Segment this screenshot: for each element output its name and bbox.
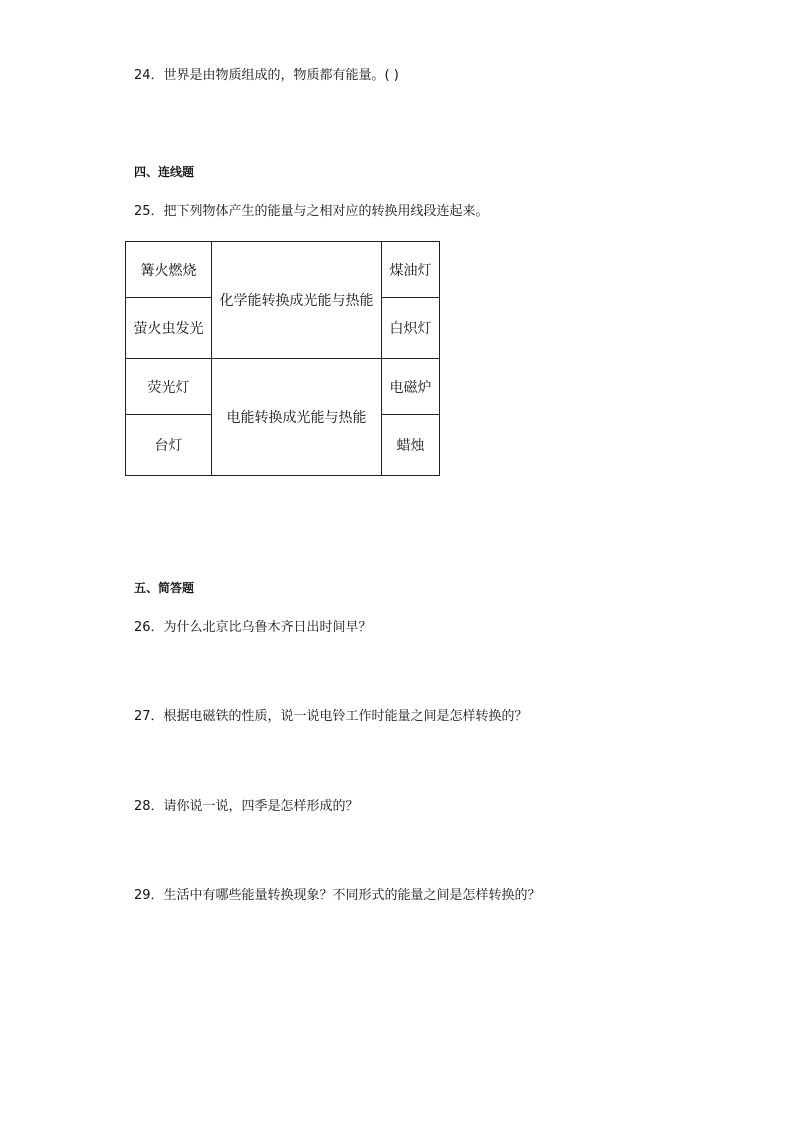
left-item-4: 台灯 — [126, 415, 212, 476]
left-item-1: 篝火燃烧 — [126, 242, 212, 298]
question-28: 28．请你说一说，四季是怎样形成的？ — [134, 799, 359, 814]
question-29: 29．生活中有哪些能量转换现象？不同形式的能量之间是怎样转换的？ — [134, 888, 541, 903]
right-item-2: 白炽灯 — [382, 298, 440, 359]
right-item-4: 蜡烛 — [382, 415, 440, 476]
middle-item-2: 电能转换成光能与热能 — [212, 359, 382, 476]
section-title-matching: 四、连线题 — [134, 165, 195, 179]
right-item-1: 煤油灯 — [382, 242, 440, 298]
section-title-short-answer: 五、简答题 — [134, 581, 195, 595]
right-item-3: 电磁炉 — [382, 359, 440, 415]
question-25: 25．把下列物体产生的能量与之相对应的转换用线段连起来。 — [134, 204, 489, 219]
question-27: 27．根据电磁铁的性质，说一说电铃工作时能量之间是怎样转换的？ — [134, 709, 528, 724]
left-item-2: 萤火虫发光 — [126, 298, 212, 359]
left-item-3: 荧光灯 — [126, 359, 212, 415]
question-24: 24．世界是由物质组成的，物质都有能量。( ) — [134, 68, 399, 83]
middle-item-1: 化学能转换成光能与热能 — [212, 242, 382, 359]
question-26: 26．为什么北京比乌鲁木齐日出时间早？ — [134, 620, 372, 635]
matching-table — [125, 241, 440, 476]
